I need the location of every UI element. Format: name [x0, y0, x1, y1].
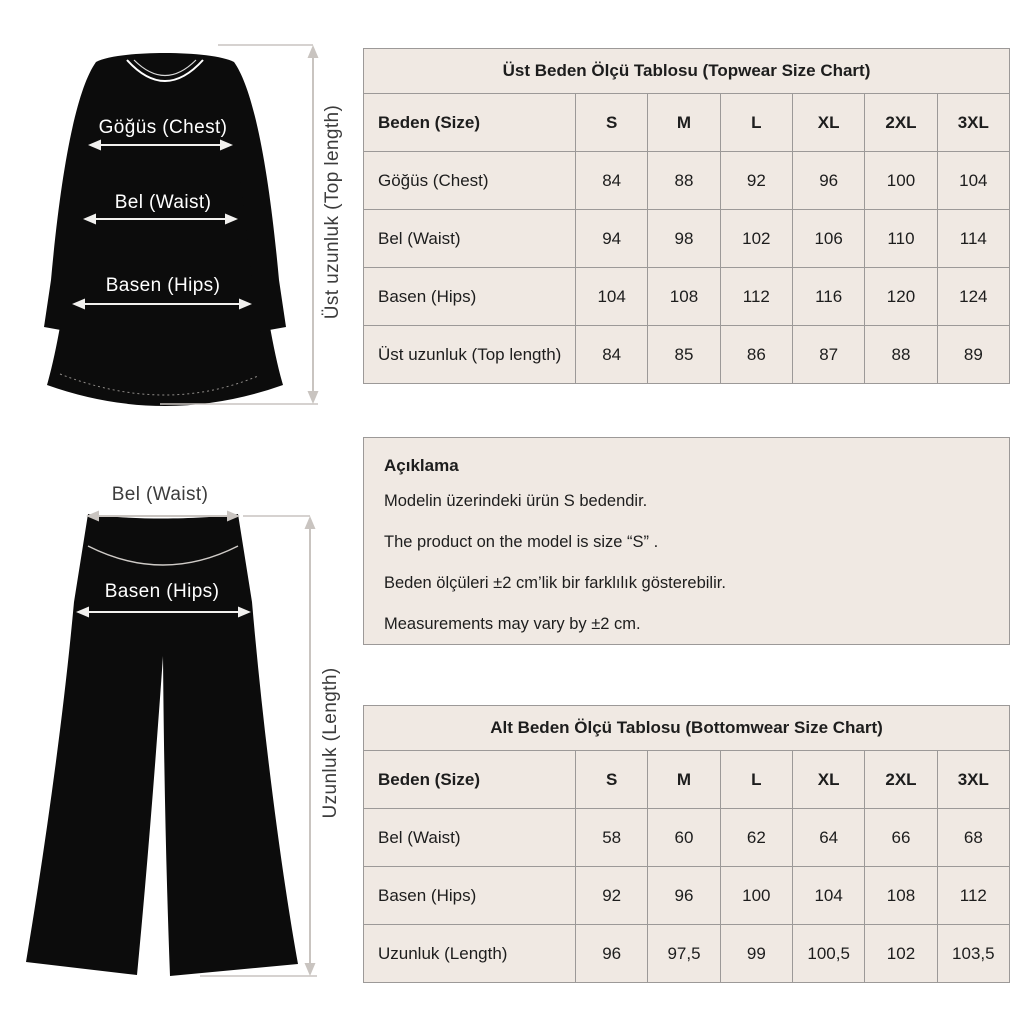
- topwear_table-row-3-value-3: 87: [792, 326, 864, 384]
- topwear_table-title-row: [364, 49, 1010, 94]
- topwear_table-row-0-value-0: 84: [576, 152, 648, 210]
- topwear_table-row-3: [364, 326, 1010, 384]
- topwear_table-row-2: [364, 268, 1010, 326]
- topwear_table-row-0-value-1: 88: [648, 152, 720, 210]
- topwear_table-row-2-value-3: 116: [792, 268, 864, 326]
- bottomwear_table-row-2-label: Uzunluk (Length): [364, 925, 576, 983]
- note-line-turkish-size: Modelin üzerindeki ürün S bedendir.: [384, 492, 648, 510]
- topwear_table-row-0-value-2: 92: [720, 152, 792, 210]
- bottomwear_table-row-0-value-2: 62: [720, 809, 792, 867]
- topwear_table-row-1: [364, 210, 1010, 268]
- topwear_table-header-6: 3XL: [937, 94, 1009, 152]
- topwear_table-row-0-label: Göğüs (Chest): [364, 152, 576, 210]
- bottomwear_table-row-1-label: Basen (Hips): [364, 867, 576, 925]
- pants-hips-label: Basen (Hips): [104, 581, 220, 602]
- bottomwear_table-row-0-value-1: 60: [648, 809, 720, 867]
- tunic-hips-label: Basen (Hips): [105, 275, 221, 296]
- topwear_table-header-3: L: [720, 94, 792, 152]
- topwear_table-header-2: M: [648, 94, 720, 152]
- topwear_table-row-3-value-0: 84: [576, 326, 648, 384]
- bottomwear_table-row-1-value-1: 96: [648, 867, 720, 925]
- tunic-chest-label: Göğüs (Chest): [98, 117, 228, 138]
- bottomwear_table-row-1-value-2: 100: [720, 867, 792, 925]
- bottomwear_table-row-0-value-3: 64: [792, 809, 864, 867]
- topwear-size-table: [363, 48, 1010, 384]
- bottomwear_table-row-0-value-0: 58: [576, 809, 648, 867]
- topwear_table-header-1: S: [576, 94, 648, 152]
- note-line-english-size: The product on the model is size “S” .: [384, 533, 659, 552]
- bottomwear_table-row-1-value-3: 104: [792, 867, 864, 925]
- bottomwear_table-row-1: [364, 867, 1010, 925]
- note-title: Açıklama: [384, 456, 459, 475]
- topwear_table-row-1-value-5: 114: [937, 210, 1009, 268]
- topwear-illustration: [0, 18, 360, 430]
- bottomwear_table-header-3: L: [720, 751, 792, 809]
- bottomwear_table-row-0-label: Bel (Waist): [364, 809, 576, 867]
- bottomwear_table-header-1: S: [576, 751, 648, 809]
- topwear_table-title: Üst Beden Ölçü Tablosu (Topwear Size Chart): [364, 49, 1010, 94]
- topwear_table-header-4: XL: [792, 94, 864, 152]
- topwear_table-row-1-value-1: 98: [648, 210, 720, 268]
- topwear_table-row-2-value-1: 108: [648, 268, 720, 326]
- bottomwear_table-header-2: M: [648, 751, 720, 809]
- topwear_table-row-3-value-1: 85: [648, 326, 720, 384]
- tunic-waist-label: Bel (Waist): [114, 192, 212, 213]
- top-length-arrow-down-head: [308, 391, 319, 404]
- bottomwear_table-row-2-value-2: 99: [720, 925, 792, 983]
- pants-length-arrow-down-head: [305, 963, 316, 976]
- bottomwear_table-row-1-value-0: 92: [576, 867, 648, 925]
- topwear_table-row-0-value-5: 104: [937, 152, 1009, 210]
- bottomwear_table-header-row: [364, 751, 1010, 809]
- topwear_table-row-1-value-0: 94: [576, 210, 648, 268]
- note-line-turkish-tolerance: Beden ölçüleri ±2 cm’lik bir farklılık gösterebilir.: [384, 574, 726, 593]
- bottomwear_table-row-1-value-4: 108: [865, 867, 937, 925]
- top-length-arrow-up-head: [308, 45, 319, 58]
- pants-length-arrow-up-head: [305, 516, 316, 529]
- bottomwear_table-row-0: [364, 809, 1010, 867]
- bottomwear_table-title-row: [364, 706, 1010, 751]
- note-box: [363, 437, 1010, 645]
- bottomwear_table-row-2-value-4: 102: [865, 925, 937, 983]
- topwear_table-header-5: 2XL: [865, 94, 937, 152]
- topwear_table-row-0-value-4: 100: [865, 152, 937, 210]
- topwear_table-row-3-value-2: 86: [720, 326, 792, 384]
- bottomwear-illustration: [0, 470, 360, 1015]
- topwear_table-row-2-value-2: 112: [720, 268, 792, 326]
- topwear_table-header-row: [364, 94, 1010, 152]
- bottomwear_table-header-6: 3XL: [937, 751, 1009, 809]
- topwear_table-row-1-value-2: 102: [720, 210, 792, 268]
- topwear_table-row-0: [364, 152, 1010, 210]
- note-line-english-tolerance: Measurements may vary by ±2 cm.: [384, 615, 641, 634]
- topwear_table-row-3-value-4: 88: [865, 326, 937, 384]
- bottomwear_table-header-0: Beden (Size): [364, 751, 576, 809]
- topwear-size-table-body: [364, 49, 1010, 384]
- bottomwear_table-row-2-value-1: 97,5: [648, 925, 720, 983]
- topwear_table-row-2-value-4: 120: [865, 268, 937, 326]
- bottomwear_table-row-0-value-5: 68: [937, 809, 1009, 867]
- bottomwear_table-row-2-value-3: 100,5: [792, 925, 864, 983]
- topwear_table-row-2-value-5: 124: [937, 268, 1009, 326]
- bottomwear_table-row-2-value-0: 96: [576, 925, 648, 983]
- topwear_table-row-3-label: Üst uzunluk (Top length): [364, 326, 576, 384]
- bottomwear_table-row-1-value-5: 112: [937, 867, 1009, 925]
- topwear_table-row-0-value-3: 96: [792, 152, 864, 210]
- topwear_table-header-0: Beden (Size): [364, 94, 576, 152]
- topwear_table-row-3-value-5: 89: [937, 326, 1009, 384]
- bottomwear_table-header-4: XL: [792, 751, 864, 809]
- bottomwear-size-table: [363, 705, 1010, 983]
- bottomwear_table-row-0-value-4: 66: [865, 809, 937, 867]
- bottomwear_table-row-2-value-5: 103,5: [937, 925, 1009, 983]
- bottomwear_table-title: Alt Beden Ölçü Tablosu (Bottomwear Size Chart): [364, 706, 1010, 751]
- topwear_table-row-1-value-3: 106: [792, 210, 864, 268]
- pants-length-label: Uzunluk (Length): [320, 667, 341, 819]
- bottomwear-size-table-body: [364, 706, 1010, 983]
- topwear_table-row-2-value-0: 104: [576, 268, 648, 326]
- pants-waist-label: Bel (Waist): [111, 484, 209, 505]
- bottomwear_table-header-5: 2XL: [865, 751, 937, 809]
- tunic-length-label: Üst uzunluk (Top length): [322, 104, 343, 320]
- topwear_table-row-2-label: Basen (Hips): [364, 268, 576, 326]
- topwear_table-row-1-label: Bel (Waist): [364, 210, 576, 268]
- bottomwear_table-row-2: [364, 925, 1010, 983]
- topwear_table-row-1-value-4: 110: [865, 210, 937, 268]
